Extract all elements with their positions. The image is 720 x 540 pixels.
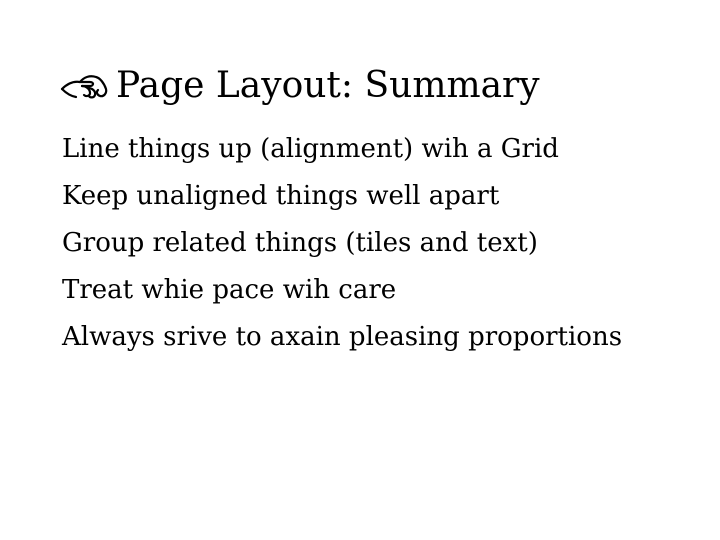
bullet-item: Group related things (tiles and text) xyxy=(62,228,538,258)
hand-pointing-icon xyxy=(60,69,110,103)
bullet-item: Always srive to axain pleasing proportions xyxy=(62,322,623,352)
bullet-list xyxy=(62,126,622,361)
bullet-item: Line things up (alignment) wih a Grid xyxy=(62,134,559,164)
slide-title: Page Layout: Summary xyxy=(116,65,540,106)
bullet-item: Keep unaligned things well apart xyxy=(62,181,500,211)
slide-title-row xyxy=(60,60,540,112)
bullet-item: Treat whie pace wih care xyxy=(62,275,397,305)
